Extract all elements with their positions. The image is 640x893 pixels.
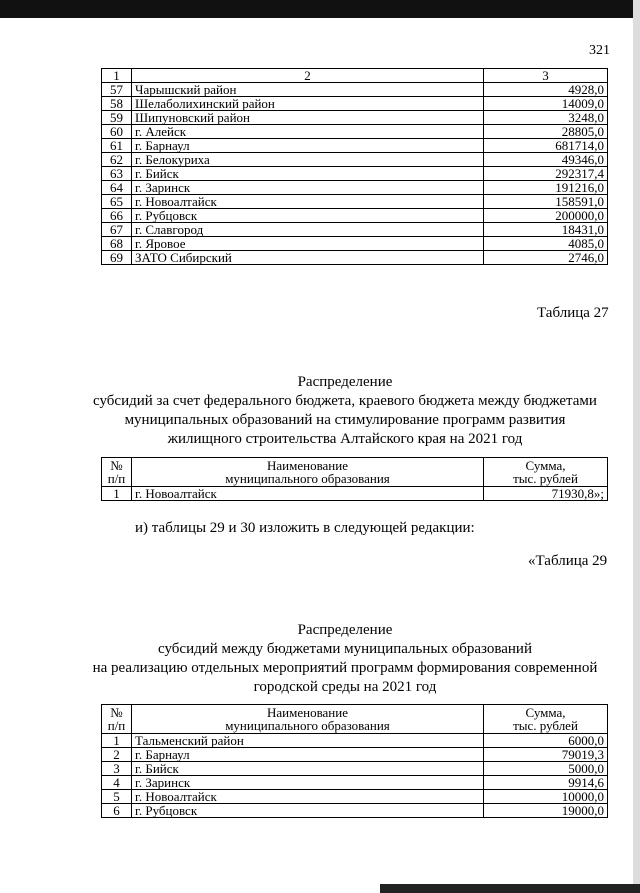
row-value-cell: 200000,0 xyxy=(484,209,608,223)
scan-edge-right xyxy=(633,0,640,893)
row-number-cell: 62 xyxy=(102,153,132,167)
row-number-cell: 1 xyxy=(102,487,132,501)
row-number-cell: 60 xyxy=(102,125,132,139)
row-value-cell: 9914,6 xyxy=(484,776,608,790)
table29-label: «Таблица 29 xyxy=(528,553,608,569)
header-cell: 1 xyxy=(102,69,132,83)
caption-line: Распределение xyxy=(297,622,393,638)
row-name-cell: ЗАТО Сибирский xyxy=(132,251,484,265)
table-row xyxy=(102,790,608,804)
row-number-cell: 59 xyxy=(102,111,132,125)
row-name-cell: г. Заринск xyxy=(132,181,484,195)
row-name-cell: г. Новоалтайск xyxy=(132,790,484,804)
table27-label: Таблица 27 xyxy=(537,305,609,321)
table-27 xyxy=(101,457,608,501)
table-row xyxy=(102,195,608,209)
row-value-cell: 191216,0 xyxy=(484,181,608,195)
table-row xyxy=(102,125,608,139)
row-value-cell: 6000,0 xyxy=(484,734,608,748)
caption-line: Распределение xyxy=(297,374,393,390)
table-row xyxy=(102,111,608,125)
row-name-cell: Тальменский район xyxy=(132,734,484,748)
row-name-cell: Чарышский район xyxy=(132,83,484,97)
row-name-cell: г. Белокуриха xyxy=(132,153,484,167)
row-name-cell: г. Новоалтайск xyxy=(132,195,484,209)
table-row xyxy=(102,153,608,167)
row-number-cell: 2 xyxy=(102,748,132,762)
page-number: 321 xyxy=(589,43,610,58)
instruction-text: и) таблицы 29 и 30 изложить в следующей редакции: xyxy=(135,520,475,536)
row-name-cell: Шипуновский район xyxy=(132,111,484,125)
row-value-cell: 681714,0 xyxy=(484,139,608,153)
table-row xyxy=(102,748,608,762)
scan-edge-bottom xyxy=(380,884,640,893)
row-name-cell: г. Барнаул xyxy=(132,139,484,153)
header-cell-sum: Сумма, тыс. рублей xyxy=(484,705,608,734)
row-value-cell: 4928,0 xyxy=(484,83,608,97)
header-cell-name: Наименование муниципального образования xyxy=(132,458,484,487)
row-value-cell: 3248,0 xyxy=(484,111,608,125)
row-name-cell: Шелаболихинский район xyxy=(132,97,484,111)
header-cell-name: Наименование муниципального образования xyxy=(132,705,484,734)
row-value-cell: 79019,3 xyxy=(484,748,608,762)
table-29 xyxy=(101,704,608,818)
row-name-cell: г. Барнаул xyxy=(132,748,484,762)
row-value-cell: 158591,0 xyxy=(484,195,608,209)
header-cell-sum: Сумма, тыс. рублей xyxy=(484,458,608,487)
row-number-cell: 5 xyxy=(102,790,132,804)
table-row xyxy=(102,776,608,790)
table-row xyxy=(102,237,608,251)
caption-line: на реализацию отдельных мероприятий программ формирования современной xyxy=(92,660,598,676)
table-continuation xyxy=(101,68,608,265)
row-value-cell: 5000,0 xyxy=(484,762,608,776)
caption-line: жилищного строительства Алтайского края на 2021 год xyxy=(167,431,523,447)
table-row xyxy=(102,734,608,748)
row-name-cell: г. Алейск xyxy=(132,125,484,139)
caption-table29 xyxy=(80,621,610,697)
row-number-cell: 65 xyxy=(102,195,132,209)
row-name-cell: г. Рубцовск xyxy=(132,804,484,818)
header-cell: 2 xyxy=(132,69,484,83)
row-number-cell: 3 xyxy=(102,762,132,776)
caption-line: субсидий между бюджетами муниципальных образований xyxy=(158,641,532,657)
row-name-cell: г. Славгород xyxy=(132,223,484,237)
row-value-cell: 10000,0 xyxy=(484,790,608,804)
row-value-cell: 4085,0 xyxy=(484,237,608,251)
row-value-cell: 71930,8»; xyxy=(484,487,608,501)
row-number-cell: 61 xyxy=(102,139,132,153)
row-value-cell: 292317,4 xyxy=(484,167,608,181)
row-number-cell: 4 xyxy=(102,776,132,790)
row-number-cell: 64 xyxy=(102,181,132,195)
table-row xyxy=(102,139,608,153)
row-name-cell: г. Заринск xyxy=(132,776,484,790)
row-number-cell: 69 xyxy=(102,251,132,265)
row-value-cell: 28805,0 xyxy=(484,125,608,139)
table-row xyxy=(102,223,608,237)
row-number-cell: 68 xyxy=(102,237,132,251)
caption-line: муниципальных образований на стимулирование программ развития xyxy=(124,412,566,428)
table-row xyxy=(102,762,608,776)
table-row xyxy=(102,251,608,265)
row-name-cell: г. Бийск xyxy=(132,167,484,181)
row-value-cell: 14009,0 xyxy=(484,97,608,111)
row-number-cell: 6 xyxy=(102,804,132,818)
row-number-cell: 66 xyxy=(102,209,132,223)
row-name-cell: г. Новоалтайск xyxy=(132,487,484,501)
row-value-cell: 49346,0 xyxy=(484,153,608,167)
row-value-cell: 19000,0 xyxy=(484,804,608,818)
caption-line: городской среды на 2021 год xyxy=(253,679,437,695)
header-cell-num: № п/п xyxy=(102,458,132,487)
row-number-cell: 1 xyxy=(102,734,132,748)
row-name-cell: г. Бийск xyxy=(132,762,484,776)
table-header-row xyxy=(102,705,608,734)
caption-line: субсидий за счет федерального бюджета, краевого бюджета между бюджетами xyxy=(93,393,597,409)
header-cell-num: № п/п xyxy=(102,705,132,734)
row-number-cell: 57 xyxy=(102,83,132,97)
header-cell: 3 xyxy=(484,69,608,83)
row-name-cell: г. Рубцовск xyxy=(132,209,484,223)
table-row xyxy=(102,83,608,97)
table-row xyxy=(102,804,608,818)
row-value-cell: 18431,0 xyxy=(484,223,608,237)
row-value-cell: 2746,0 xyxy=(484,251,608,265)
table-row xyxy=(102,209,608,223)
table-header-row xyxy=(102,69,608,83)
row-number-cell: 67 xyxy=(102,223,132,237)
table-header-row xyxy=(102,458,608,487)
table-row xyxy=(102,167,608,181)
row-number-cell: 58 xyxy=(102,97,132,111)
row-number-cell: 63 xyxy=(102,167,132,181)
table-row xyxy=(102,181,608,195)
table-row xyxy=(102,487,608,501)
table-row xyxy=(102,97,608,111)
scan-edge-top xyxy=(0,0,640,18)
row-name-cell: г. Яровое xyxy=(132,237,484,251)
caption-table27 xyxy=(80,373,610,449)
